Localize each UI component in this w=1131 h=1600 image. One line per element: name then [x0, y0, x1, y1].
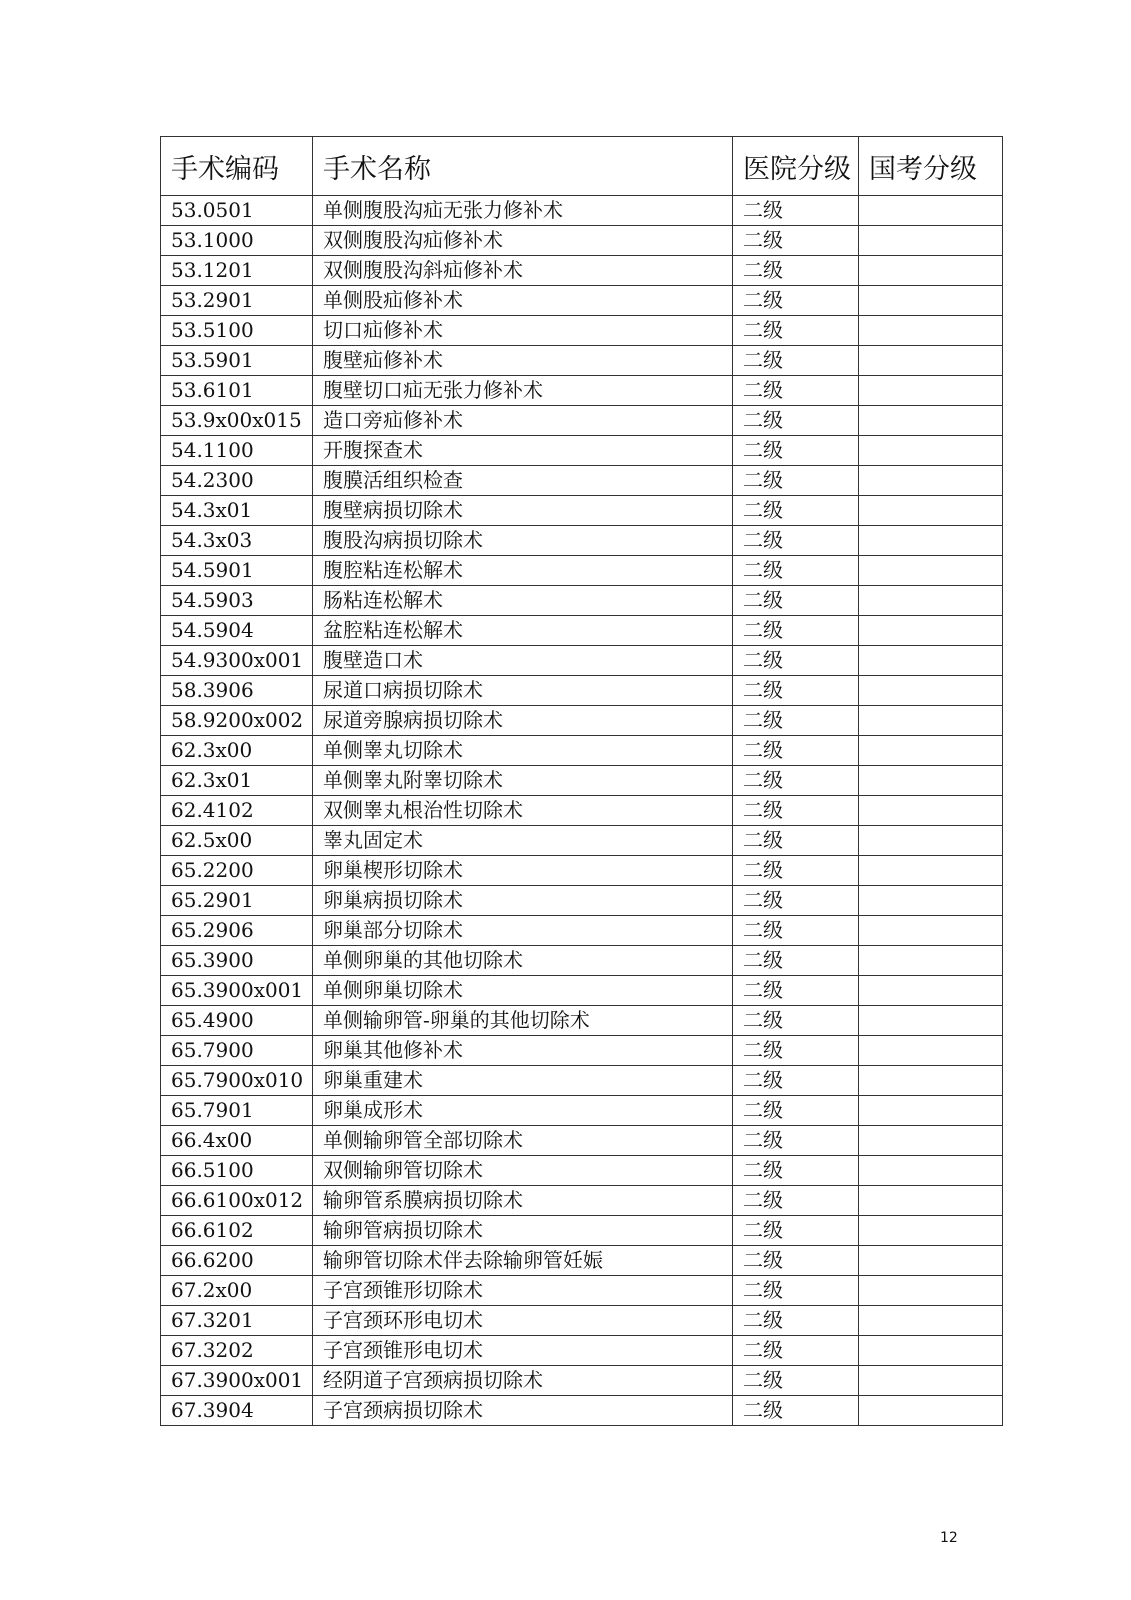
table-row	[161, 886, 1003, 916]
cell-hospital-grade: 二级	[733, 1366, 859, 1396]
header-name: 手术名称	[313, 137, 733, 196]
table-row	[161, 586, 1003, 616]
cell-name: 腹壁病损切除术	[313, 496, 733, 526]
cell-hospital-grade: 二级	[733, 226, 859, 256]
cell-code: 53.6101	[161, 376, 313, 406]
table-row	[161, 526, 1003, 556]
cell-national-grade	[859, 796, 1003, 826]
table-row	[161, 1306, 1003, 1336]
cell-name: 卵巢重建术	[313, 1066, 733, 1096]
cell-code: 67.3202	[161, 1336, 313, 1366]
cell-hospital-grade: 二级	[733, 736, 859, 766]
table-row	[161, 1186, 1003, 1216]
cell-name: 切口疝修补术	[313, 316, 733, 346]
table-row	[161, 976, 1003, 1006]
table-row	[161, 796, 1003, 826]
cell-code: 62.3x00	[161, 736, 313, 766]
cell-national-grade	[859, 706, 1003, 736]
cell-code: 65.7900x010	[161, 1066, 313, 1096]
cell-code: 66.5100	[161, 1156, 313, 1186]
cell-national-grade	[859, 826, 1003, 856]
cell-hospital-grade: 二级	[733, 436, 859, 466]
cell-hospital-grade: 二级	[733, 556, 859, 586]
cell-national-grade	[859, 1336, 1003, 1366]
cell-hospital-grade: 二级	[733, 946, 859, 976]
table-row	[161, 1126, 1003, 1156]
cell-name: 子宫颈病损切除术	[313, 1396, 733, 1426]
cell-national-grade	[859, 466, 1003, 496]
cell-name: 双侧腹股沟疝修补术	[313, 226, 733, 256]
cell-national-grade	[859, 646, 1003, 676]
cell-name: 卵巢楔形切除术	[313, 856, 733, 886]
table-row	[161, 616, 1003, 646]
cell-national-grade	[859, 1246, 1003, 1276]
cell-national-grade	[859, 856, 1003, 886]
table-row	[161, 916, 1003, 946]
table-row	[161, 256, 1003, 286]
table-row	[161, 1246, 1003, 1276]
table-row	[161, 736, 1003, 766]
table-row	[161, 1156, 1003, 1186]
cell-name: 输卵管切除术伴去除输卵管妊娠	[313, 1246, 733, 1276]
cell-national-grade	[859, 406, 1003, 436]
table-row	[161, 376, 1003, 406]
cell-code: 53.9x00x015	[161, 406, 313, 436]
table-row	[161, 1276, 1003, 1306]
cell-code: 58.3906	[161, 676, 313, 706]
cell-name: 腹壁疝修补术	[313, 346, 733, 376]
cell-code: 54.3x03	[161, 526, 313, 556]
cell-name: 双侧腹股沟斜疝修补术	[313, 256, 733, 286]
cell-national-grade	[859, 736, 1003, 766]
cell-hospital-grade: 二级	[733, 676, 859, 706]
cell-name: 单侧腹股沟疝无张力修补术	[313, 196, 733, 226]
surgery-table	[160, 136, 1003, 1426]
cell-name: 腹壁造口术	[313, 646, 733, 676]
cell-national-grade	[859, 556, 1003, 586]
table-row	[161, 556, 1003, 586]
cell-code: 66.6102	[161, 1216, 313, 1246]
cell-national-grade	[859, 616, 1003, 646]
cell-name: 卵巢病损切除术	[313, 886, 733, 916]
cell-national-grade	[859, 1396, 1003, 1426]
cell-code: 54.3x01	[161, 496, 313, 526]
cell-hospital-grade: 二级	[733, 766, 859, 796]
cell-national-grade	[859, 586, 1003, 616]
cell-hospital-grade: 二级	[733, 646, 859, 676]
cell-name: 卵巢其他修补术	[313, 1036, 733, 1066]
table-row	[161, 1096, 1003, 1126]
cell-name: 子宫颈锥形切除术	[313, 1276, 733, 1306]
cell-hospital-grade: 二级	[733, 1096, 859, 1126]
table-row	[161, 766, 1003, 796]
table-row	[161, 946, 1003, 976]
cell-hospital-grade: 二级	[733, 1276, 859, 1306]
cell-code: 54.5901	[161, 556, 313, 586]
cell-hospital-grade: 二级	[733, 1246, 859, 1276]
cell-hospital-grade: 二级	[733, 256, 859, 286]
cell-name: 盆腔粘连松解术	[313, 616, 733, 646]
cell-name: 单侧输卵管-卵巢的其他切除术	[313, 1006, 733, 1036]
cell-hospital-grade: 二级	[733, 1066, 859, 1096]
cell-national-grade	[859, 496, 1003, 526]
table-row	[161, 496, 1003, 526]
cell-hospital-grade: 二级	[733, 1036, 859, 1066]
cell-code: 65.7900	[161, 1036, 313, 1066]
cell-hospital-grade: 二级	[733, 706, 859, 736]
cell-hospital-grade: 二级	[733, 346, 859, 376]
cell-code: 62.4102	[161, 796, 313, 826]
cell-name: 子宫颈锥形电切术	[313, 1336, 733, 1366]
cell-national-grade	[859, 1096, 1003, 1126]
cell-hospital-grade: 二级	[733, 856, 859, 886]
cell-hospital-grade: 二级	[733, 1006, 859, 1036]
cell-national-grade	[859, 946, 1003, 976]
cell-national-grade	[859, 316, 1003, 346]
cell-code: 54.5903	[161, 586, 313, 616]
cell-national-grade	[859, 526, 1003, 556]
table-row	[161, 226, 1003, 256]
cell-code: 58.9200x002	[161, 706, 313, 736]
cell-code: 66.4x00	[161, 1126, 313, 1156]
cell-code: 65.2906	[161, 916, 313, 946]
cell-code: 66.6100x012	[161, 1186, 313, 1216]
cell-code: 54.9300x001	[161, 646, 313, 676]
cell-name: 腹腔粘连松解术	[313, 556, 733, 586]
cell-hospital-grade: 二级	[733, 1396, 859, 1426]
cell-national-grade	[859, 1066, 1003, 1096]
cell-national-grade	[859, 346, 1003, 376]
table-row	[161, 1336, 1003, 1366]
cell-hospital-grade: 二级	[733, 1216, 859, 1246]
cell-code: 66.6200	[161, 1246, 313, 1276]
cell-hospital-grade: 二级	[733, 586, 859, 616]
cell-name: 双侧输卵管切除术	[313, 1156, 733, 1186]
cell-hospital-grade: 二级	[733, 976, 859, 1006]
page-number: 12	[940, 1530, 958, 1546]
header-national-grade: 国考分级	[859, 137, 1003, 196]
cell-name: 双侧睾丸根治性切除术	[313, 796, 733, 826]
cell-hospital-grade: 二级	[733, 196, 859, 226]
cell-code: 67.3900x001	[161, 1366, 313, 1396]
cell-code: 65.2901	[161, 886, 313, 916]
table-row	[161, 1006, 1003, 1036]
cell-hospital-grade: 二级	[733, 1306, 859, 1336]
table-row	[161, 676, 1003, 706]
header-hospital-grade: 医院分级	[733, 137, 859, 196]
table-row	[161, 316, 1003, 346]
cell-name: 输卵管病损切除术	[313, 1216, 733, 1246]
cell-national-grade	[859, 1126, 1003, 1156]
cell-national-grade	[859, 1306, 1003, 1336]
cell-national-grade	[859, 916, 1003, 946]
cell-code: 65.3900	[161, 946, 313, 976]
cell-name: 卵巢成形术	[313, 1096, 733, 1126]
cell-hospital-grade: 二级	[733, 466, 859, 496]
table-row	[161, 1036, 1003, 1066]
cell-national-grade	[859, 1366, 1003, 1396]
cell-code: 53.2901	[161, 286, 313, 316]
cell-name: 腹股沟病损切除术	[313, 526, 733, 556]
cell-hospital-grade: 二级	[733, 286, 859, 316]
cell-national-grade	[859, 1006, 1003, 1036]
cell-name: 肠粘连松解术	[313, 586, 733, 616]
table-row	[161, 466, 1003, 496]
cell-name: 输卵管系膜病损切除术	[313, 1186, 733, 1216]
cell-hospital-grade: 二级	[733, 406, 859, 436]
cell-code: 65.7901	[161, 1096, 313, 1126]
header-code: 手术编码	[161, 137, 313, 196]
cell-hospital-grade: 二级	[733, 826, 859, 856]
cell-name: 单侧卵巢切除术	[313, 976, 733, 1006]
cell-national-grade	[859, 226, 1003, 256]
cell-code: 53.1201	[161, 256, 313, 286]
table-header-row	[161, 137, 1003, 196]
cell-national-grade	[859, 436, 1003, 466]
cell-name: 单侧输卵管全部切除术	[313, 1126, 733, 1156]
table-row	[161, 706, 1003, 736]
cell-national-grade	[859, 1036, 1003, 1066]
cell-code: 62.3x01	[161, 766, 313, 796]
cell-hospital-grade: 二级	[733, 316, 859, 346]
cell-hospital-grade: 二级	[733, 1156, 859, 1186]
cell-national-grade	[859, 376, 1003, 406]
cell-name: 睾丸固定术	[313, 826, 733, 856]
cell-code: 65.2200	[161, 856, 313, 886]
cell-hospital-grade: 二级	[733, 916, 859, 946]
cell-name: 尿道口病损切除术	[313, 676, 733, 706]
table-row	[161, 406, 1003, 436]
cell-national-grade	[859, 256, 1003, 286]
cell-name: 腹膜活组织检查	[313, 466, 733, 496]
cell-hospital-grade: 二级	[733, 796, 859, 826]
cell-code: 53.5901	[161, 346, 313, 376]
table-row	[161, 646, 1003, 676]
table-row	[161, 1066, 1003, 1096]
cell-name: 卵巢部分切除术	[313, 916, 733, 946]
cell-hospital-grade: 二级	[733, 886, 859, 916]
cell-name: 单侧睾丸切除术	[313, 736, 733, 766]
cell-hospital-grade: 二级	[733, 526, 859, 556]
cell-code: 67.3904	[161, 1396, 313, 1426]
cell-national-grade	[859, 886, 1003, 916]
cell-code: 65.4900	[161, 1006, 313, 1036]
cell-code: 67.2x00	[161, 1276, 313, 1306]
cell-code: 62.5x00	[161, 826, 313, 856]
table-row	[161, 196, 1003, 226]
cell-code: 53.5100	[161, 316, 313, 346]
table-body	[161, 196, 1003, 1426]
cell-national-grade	[859, 1276, 1003, 1306]
cell-hospital-grade: 二级	[733, 1336, 859, 1366]
cell-national-grade	[859, 1216, 1003, 1246]
table-row	[161, 1216, 1003, 1246]
cell-hospital-grade: 二级	[733, 376, 859, 406]
cell-code: 65.3900x001	[161, 976, 313, 1006]
cell-name: 子宫颈环形电切术	[313, 1306, 733, 1336]
table-row	[161, 346, 1003, 376]
cell-national-grade	[859, 1186, 1003, 1216]
cell-national-grade	[859, 286, 1003, 316]
table-row	[161, 286, 1003, 316]
table-row	[161, 1396, 1003, 1426]
cell-code: 67.3201	[161, 1306, 313, 1336]
cell-name: 腹壁切口疝无张力修补术	[313, 376, 733, 406]
cell-national-grade	[859, 196, 1003, 226]
cell-name: 单侧睾丸附睾切除术	[313, 766, 733, 796]
cell-code: 54.2300	[161, 466, 313, 496]
cell-name: 尿道旁腺病损切除术	[313, 706, 733, 736]
cell-code: 54.5904	[161, 616, 313, 646]
cell-hospital-grade: 二级	[733, 496, 859, 526]
cell-national-grade	[859, 1156, 1003, 1186]
cell-code: 53.1000	[161, 226, 313, 256]
cell-name: 造口旁疝修补术	[313, 406, 733, 436]
cell-national-grade	[859, 676, 1003, 706]
cell-hospital-grade: 二级	[733, 616, 859, 646]
cell-code: 53.0501	[161, 196, 313, 226]
cell-name: 经阴道子宫颈病损切除术	[313, 1366, 733, 1396]
cell-code: 54.1100	[161, 436, 313, 466]
cell-hospital-grade: 二级	[733, 1186, 859, 1216]
cell-national-grade	[859, 976, 1003, 1006]
cell-hospital-grade: 二级	[733, 1126, 859, 1156]
cell-name: 单侧股疝修补术	[313, 286, 733, 316]
table-row	[161, 826, 1003, 856]
cell-name: 单侧卵巢的其他切除术	[313, 946, 733, 976]
cell-name: 开腹探查术	[313, 436, 733, 466]
cell-national-grade	[859, 766, 1003, 796]
table-row	[161, 436, 1003, 466]
table-row	[161, 856, 1003, 886]
table-row	[161, 1366, 1003, 1396]
